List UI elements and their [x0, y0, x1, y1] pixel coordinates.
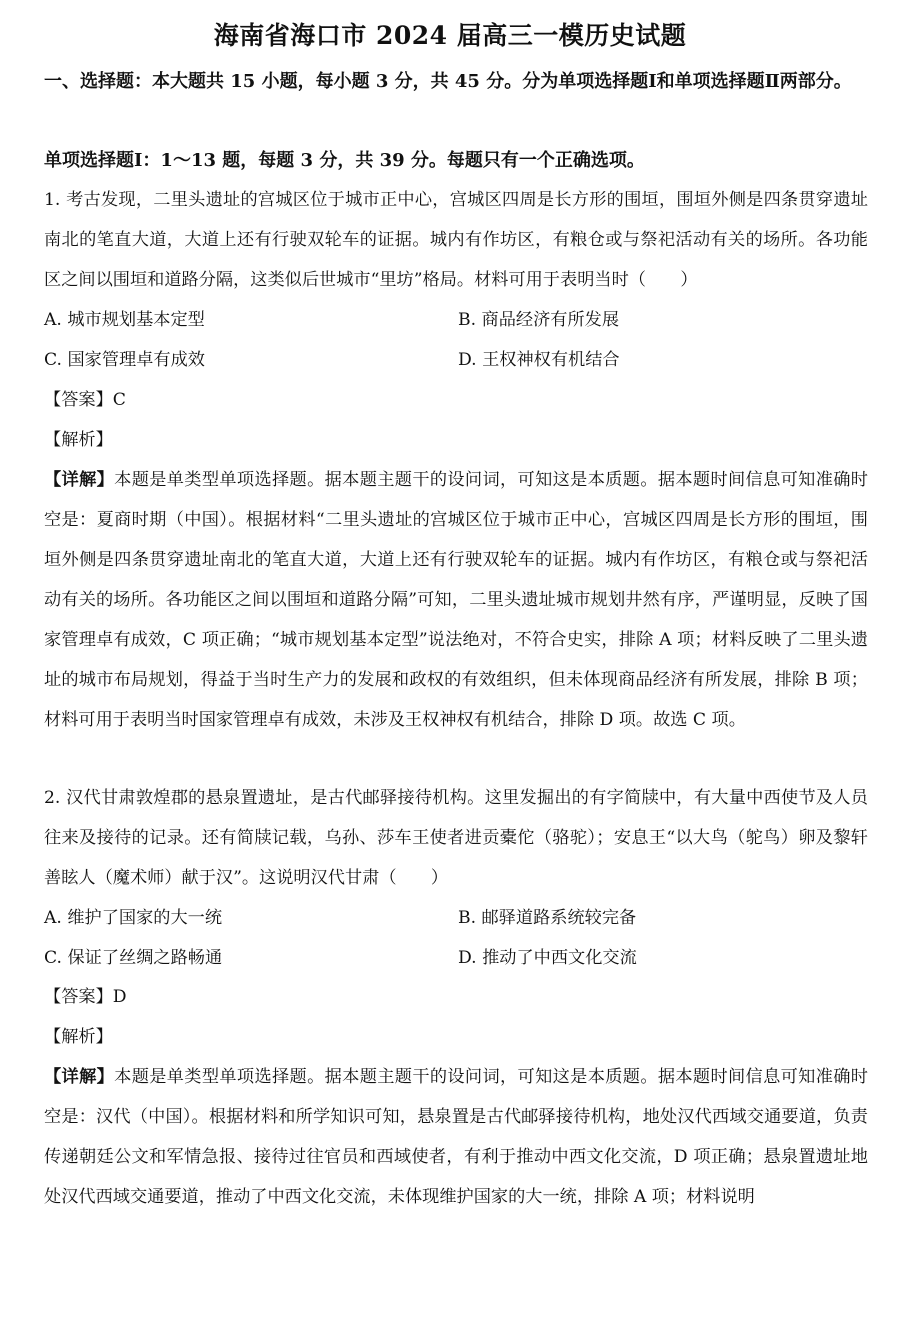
question-1-analysis-label: 【解析】	[44, 430, 113, 450]
question-2-option-a: A. 维护了国家的大一统	[44, 908, 223, 928]
section-heading: 一、选择题：本大题共 15 小题，每小题 3 分，共 45 分。分为单项选择题Ⅰ和单项选择题Ⅱ两部分。	[44, 71, 852, 92]
question-2-detail-label: 【详解】	[44, 1067, 115, 1087]
question-1-option-b: B. 商品经济有所发展	[458, 310, 620, 330]
question-1-option-d: D. 王权神权有机结合	[458, 350, 620, 370]
question-1-option-c: C. 国家管理卓有成效	[44, 350, 205, 370]
question-1-answer: 【答案】C	[44, 390, 126, 410]
question-2-stem: 2. 汉代甘肃敦煌郡的悬泉置遗址，是古代邮驿接待机构。这里发掘出的有字简牍中，有大量中西使节及人员往来及接待的记录。还有简牍记载，乌孙、莎车王使者进贡橐佗（骆驼）；安息王“以大鸟（鸵鸟）卵及黎轩善眩人（魔术师）献于汉”。这说明汉代甘肃（ ）	[44, 788, 868, 888]
question-2-option-d: D. 推动了中西文化交流	[458, 948, 637, 968]
section-subheading: 单项选择题Ⅰ：1～13 题，每题 3 分，共 39 分。每题只有一个正确选项。	[44, 150, 645, 171]
question-2-option-b: B. 邮驿道路系统较完备	[458, 908, 637, 928]
question-2-detail	[44, 1057, 868, 1217]
page-title: 海南省海口市 2024 届高三一模历史试题	[213, 21, 687, 50]
question-1-detail-label: 【详解】	[44, 470, 115, 490]
question-2-option-c: C. 保证了丝绸之路畅通	[44, 948, 223, 968]
question-1-option-a: A. 城市规划基本定型	[44, 310, 205, 330]
question-1-detail	[44, 460, 868, 740]
question-1-detail-text: 本题是单类型单项选择题。据本题主题干的设问词，可知这是本质题。据本题时间信息可知准确时空是：夏商时期（中国）。根据材料“二里头遗址的宫城区位于城市正中心，宫城区四周是长方形的围垣，围垣外侧是四条贯穿遗址南北的笔直大道，大道上还有行驶双轮车的证据。城内有作坊区，有粮仓或与祭祀活动有关的场所。各功能区之间以围垣和道路分隔”可知，二里头遗址城市规划井然有序，严谨明显，反映了国家管理卓有成效，C 项正确；“城市规划基本定型”说法绝对，不符合史实，排除 A 项；材料反映了二里头遗址的城市布局规划，得益于当时生产力的发展和政权的有效组织，但未体现商品经济有所发展，排除 B 项；材料可用于表明当时国家管理卓有成效，未涉及王权神权有机结合，排除 D 项。故选 C 项。	[44, 470, 868, 730]
question-2-analysis-label: 【解析】	[44, 1027, 113, 1047]
question-2-detail-text: 本题是单类型单项选择题。据本题主题干的设问词，可知这是本质题。据本题时间信息可知准确时空是：汉代（中国）。根据材料和所学知识可知，悬泉置是古代邮驿接待机构，地处汉代西域交通要道，负责传递朝廷公文和军情急报、接待过往官员和西域使者，有利于推动中西文化交流，D 项正确；悬泉置遗址地处汉代西域交通要道，推动了中西文化交流，未体现维护国家的大一统，排除 A 项；材料说明	[44, 1067, 868, 1207]
question-2-answer: 【答案】D	[44, 987, 127, 1007]
question-1-stem: 1. 考古发现，二里头遗址的宫城区位于城市正中心，宫城区四周是长方形的围垣，围垣外侧是四条贯穿遗址南北的笔直大道，大道上还有行驶双轮车的证据。城内有作坊区，有粮仓或与祭祀活动有关的场所。各功能区之间以围垣和道路分隔，这类似后世城市“里坊”格局。材料可用于表明当时（ ）	[44, 190, 868, 290]
